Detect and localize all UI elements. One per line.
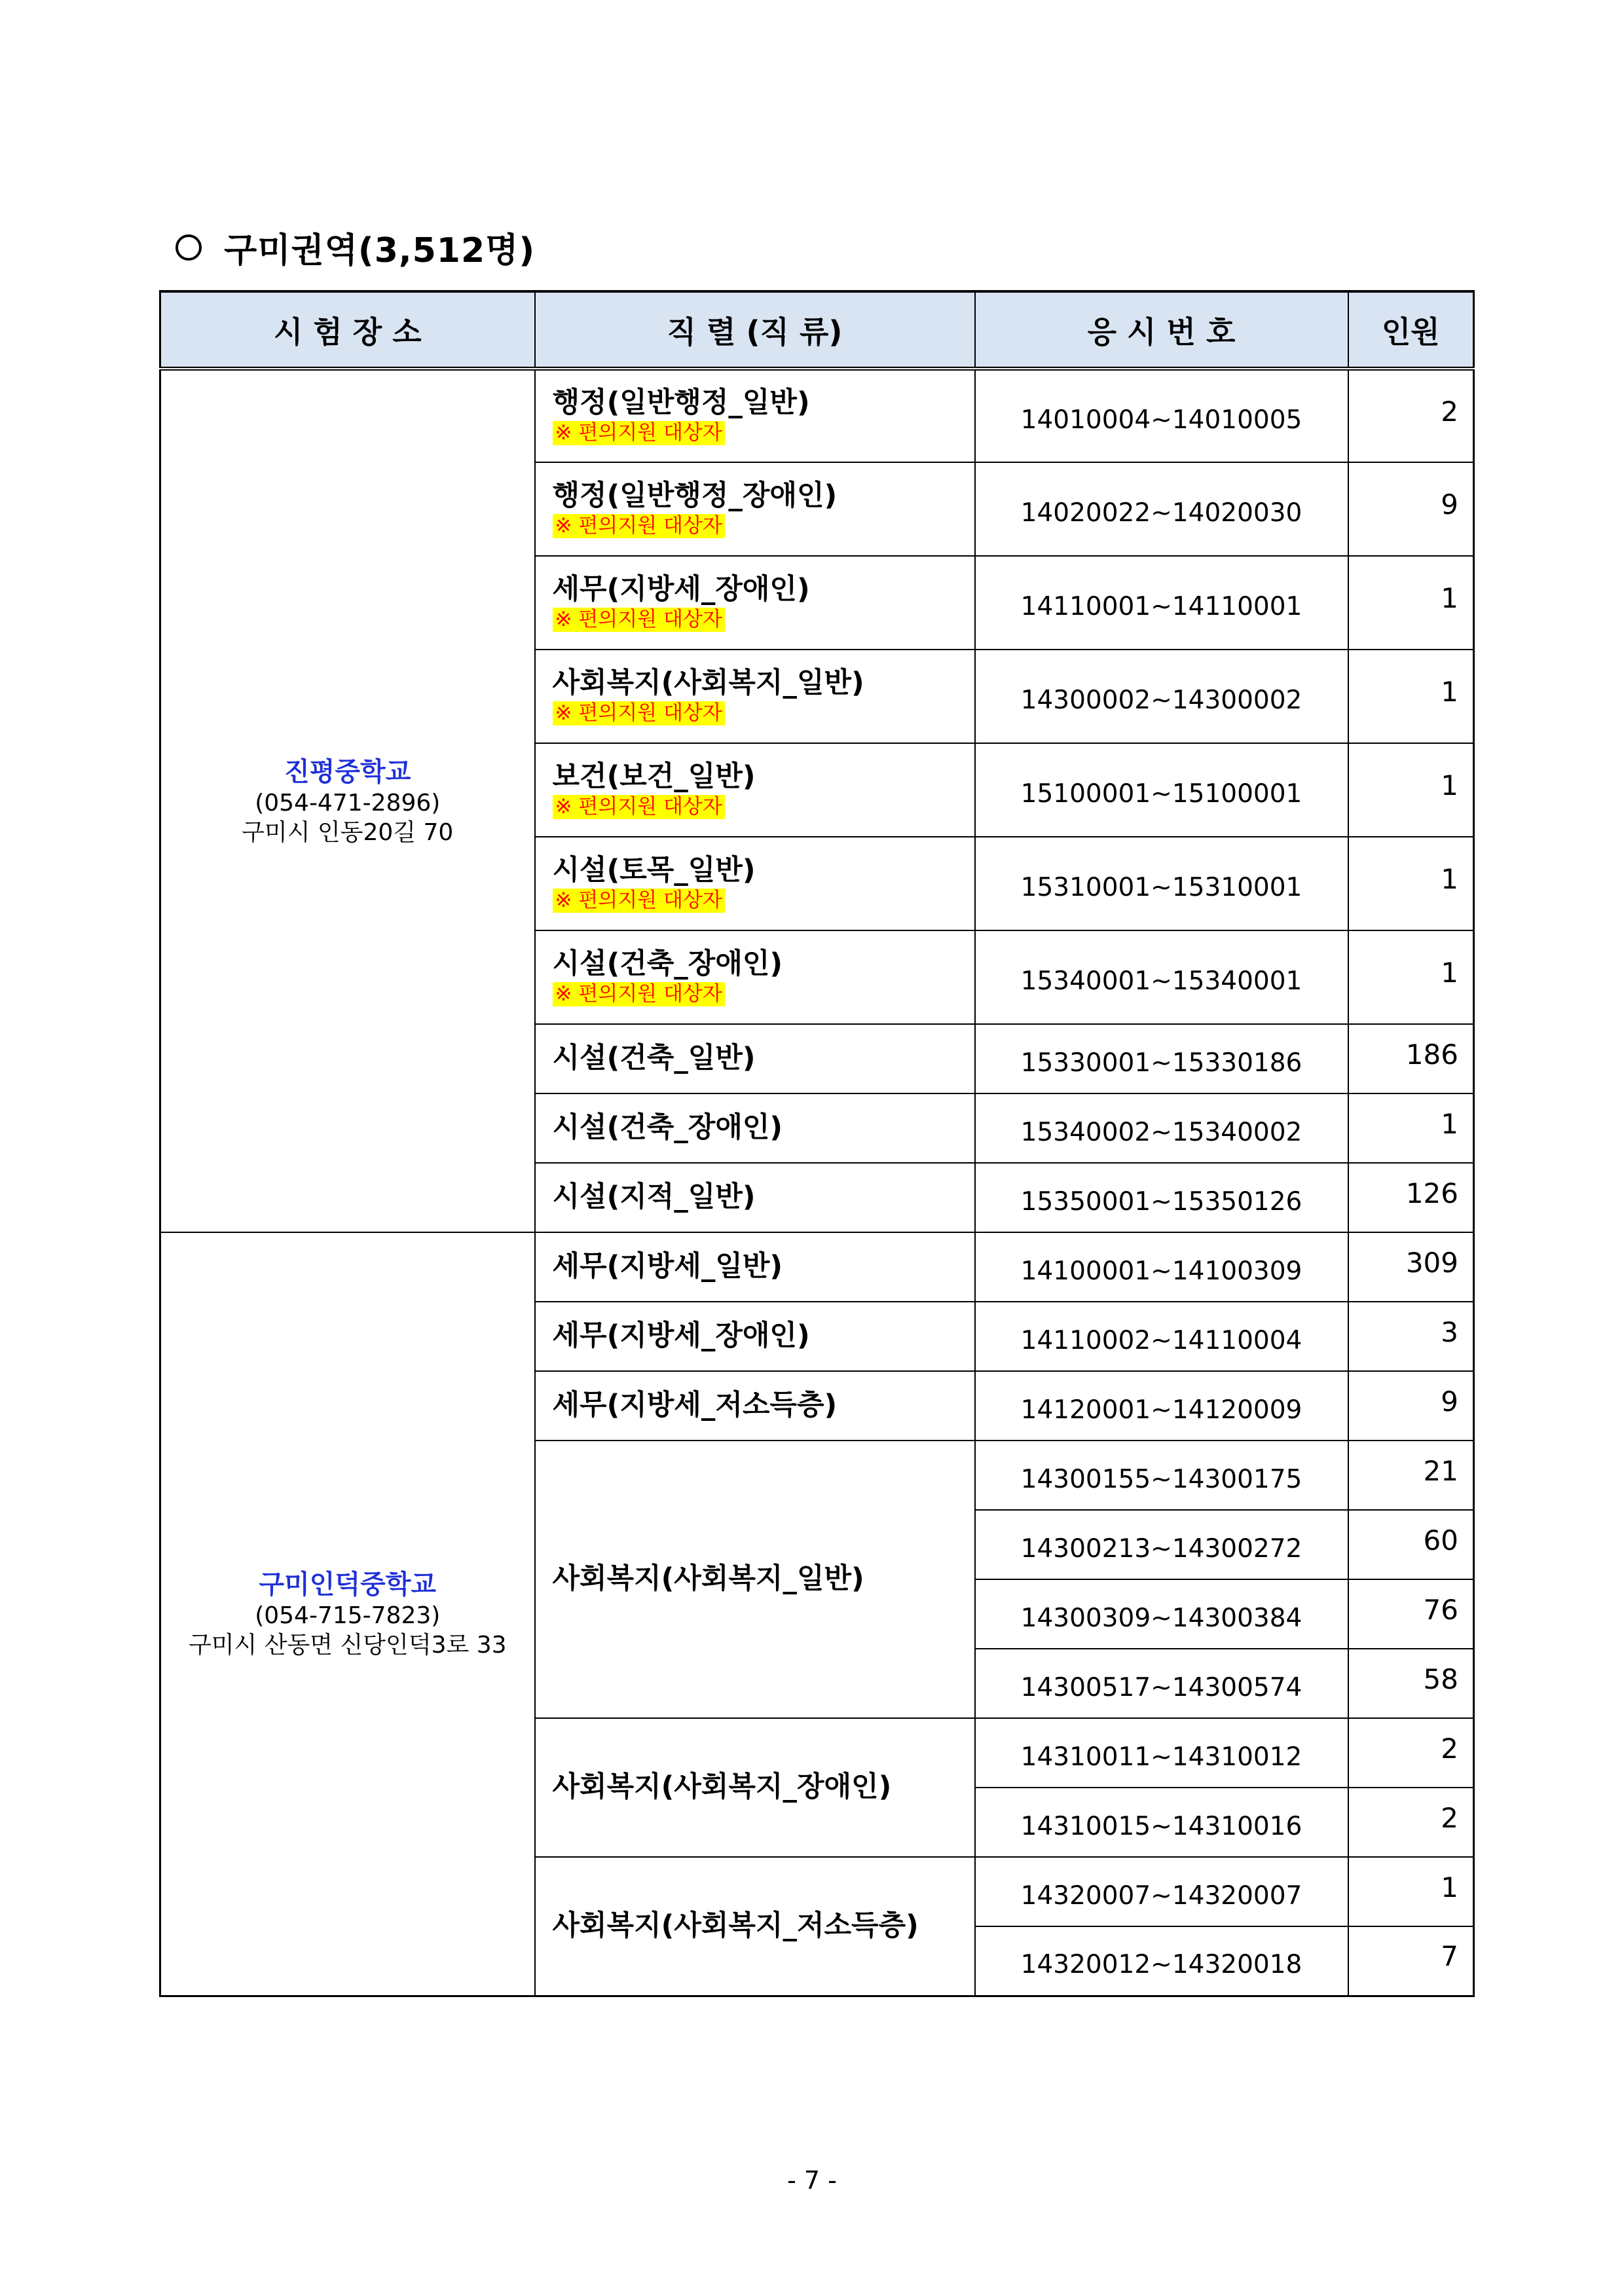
exam-number: 15340001~15340001 <box>975 930 1348 1024</box>
position-name: 세무(지방세_장애인) <box>552 573 810 606</box>
position-name: 사회복지(사회복지_일반) <box>552 1562 864 1596</box>
position-name: 시설(지적_일반) <box>552 1181 756 1214</box>
exam-number: 15340002~15340002 <box>975 1093 1348 1163</box>
venue-address: 구미시 인동20길 70 <box>242 818 454 846</box>
position-cell <box>535 369 975 462</box>
headcount: 1 <box>1348 1857 1474 1926</box>
venue-tel: (054-471-2896) <box>255 789 441 817</box>
support-note: ※ 편의지원 대상자 <box>553 889 725 913</box>
page-number: - 7 - <box>787 2166 837 2195</box>
position-cell <box>535 1232 975 1302</box>
headcount: 76 <box>1348 1579 1474 1649</box>
headcount: 2 <box>1348 369 1474 462</box>
headcount: 1 <box>1348 650 1474 743</box>
support-note: ※ 편의지원 대상자 <box>553 608 725 632</box>
position-name: 시설(건축_장애인) <box>552 947 783 981</box>
headcount: 60 <box>1348 1510 1474 1579</box>
venue-cell-gumi-indeok <box>160 1232 535 1996</box>
headcount: 1 <box>1348 837 1474 930</box>
exam-venue-table <box>159 290 1475 1997</box>
position-cell <box>535 1163 975 1232</box>
exam-number: 14120001~14120009 <box>975 1371 1348 1441</box>
exam-number: 14110002~14110004 <box>975 1302 1348 1371</box>
position-cell <box>535 1302 975 1371</box>
headcount: 2 <box>1348 1788 1474 1857</box>
position-cell <box>535 650 975 743</box>
venue-cell-jinpyeong <box>160 369 535 1232</box>
position-name: 사회복지(사회복지_일반) <box>552 667 864 700</box>
venue-name: 구미인덕중학교 <box>259 1569 436 1600</box>
headcount: 3 <box>1348 1302 1474 1371</box>
exam-number: 14300309~14300384 <box>975 1579 1348 1649</box>
headcount: 7 <box>1348 1926 1474 1996</box>
headcount: 1 <box>1348 743 1474 837</box>
position-name: 사회복지(사회복지_저소득층) <box>552 1909 919 1943</box>
position-cell <box>535 1441 975 1718</box>
support-note: ※ 편의지원 대상자 <box>553 514 725 538</box>
exam-number: 14320012~14320018 <box>975 1926 1348 1996</box>
header-position: 직 렬 (직 류) <box>535 291 975 369</box>
exam-number: 15330001~15330186 <box>975 1024 1348 1093</box>
position-cell <box>535 1718 975 1857</box>
exam-number: 14010004~14010005 <box>975 369 1348 462</box>
position-cell <box>535 462 975 556</box>
exam-number: 15350001~15350126 <box>975 1163 1348 1232</box>
exam-number: 14300213~14300272 <box>975 1510 1348 1579</box>
headcount: 9 <box>1348 1371 1474 1441</box>
headcount: 1 <box>1348 930 1474 1024</box>
headcount: 1 <box>1348 1093 1474 1163</box>
venue-address: 구미시 산동면 신당인덕3로 33 <box>188 1631 507 1659</box>
position-cell <box>535 743 975 837</box>
section-title-text: 구미권역(3,512명) <box>224 231 536 270</box>
support-note: ※ 편의지원 대상자 <box>553 421 725 445</box>
position-name: 행정(일반행정_일반) <box>552 386 810 420</box>
headcount: 2 <box>1348 1718 1474 1788</box>
exam-number: 14310011~14310012 <box>975 1718 1348 1788</box>
position-cell <box>535 1024 975 1093</box>
headcount: 186 <box>1348 1024 1474 1093</box>
position-cell <box>535 1371 975 1441</box>
position-name: 보건(보건_일반) <box>552 760 756 794</box>
headcount: 9 <box>1348 462 1474 556</box>
header-count: 인원 <box>1348 291 1474 369</box>
support-note: ※ 편의지원 대상자 <box>553 701 725 725</box>
exam-number: 14020022~14020030 <box>975 462 1348 556</box>
position-name: 세무(지방세_저소득층) <box>552 1389 838 1422</box>
exam-number: 14300002~14300002 <box>975 650 1348 743</box>
headcount: 309 <box>1348 1232 1474 1302</box>
position-name: 시설(토목_일반) <box>552 854 756 887</box>
table-row <box>160 369 1474 462</box>
exam-number: 15100001~15100001 <box>975 743 1348 837</box>
position-cell <box>535 930 975 1024</box>
position-name: 행정(일반행정_장애인) <box>552 479 838 513</box>
exam-number: 14110001~14110001 <box>975 556 1348 650</box>
position-name: 세무(지방세_일반) <box>552 1250 783 1283</box>
exam-number: 14300517~14300574 <box>975 1649 1348 1718</box>
headcount: 21 <box>1348 1441 1474 1510</box>
position-cell <box>535 837 975 930</box>
position-name: 사회복지(사회복지_장애인) <box>552 1771 892 1804</box>
position-name: 시설(건축_장애인) <box>552 1111 783 1145</box>
headcount: 1 <box>1348 556 1474 650</box>
table-header-row <box>160 291 1474 369</box>
header-venue: 시 험 장 소 <box>160 291 535 369</box>
headcount: 58 <box>1348 1649 1474 1718</box>
venue-tel: (054-715-7823) <box>255 1602 441 1629</box>
exam-number: 14320007~14320007 <box>975 1857 1348 1926</box>
table-row <box>160 1232 1474 1302</box>
position-name: 시설(건축_일반) <box>552 1042 756 1075</box>
headcount: 126 <box>1348 1163 1474 1232</box>
position-name: 세무(지방세_장애인) <box>552 1319 810 1353</box>
exam-number: 14300155~14300175 <box>975 1441 1348 1510</box>
header-number: 응 시 번 호 <box>975 291 1348 369</box>
section-title <box>175 223 535 272</box>
position-cell <box>535 556 975 650</box>
exam-number: 14310015~14310016 <box>975 1788 1348 1857</box>
venue-name: 진평중학교 <box>284 756 411 787</box>
support-note: ※ 편의지원 대상자 <box>553 982 725 1006</box>
position-cell <box>535 1857 975 1996</box>
position-cell <box>535 1093 975 1163</box>
exam-number: 14100001~14100309 <box>975 1232 1348 1302</box>
exam-number: 15310001~15310001 <box>975 837 1348 930</box>
circle-bullet-icon <box>175 234 202 261</box>
support-note: ※ 편의지원 대상자 <box>553 795 725 819</box>
